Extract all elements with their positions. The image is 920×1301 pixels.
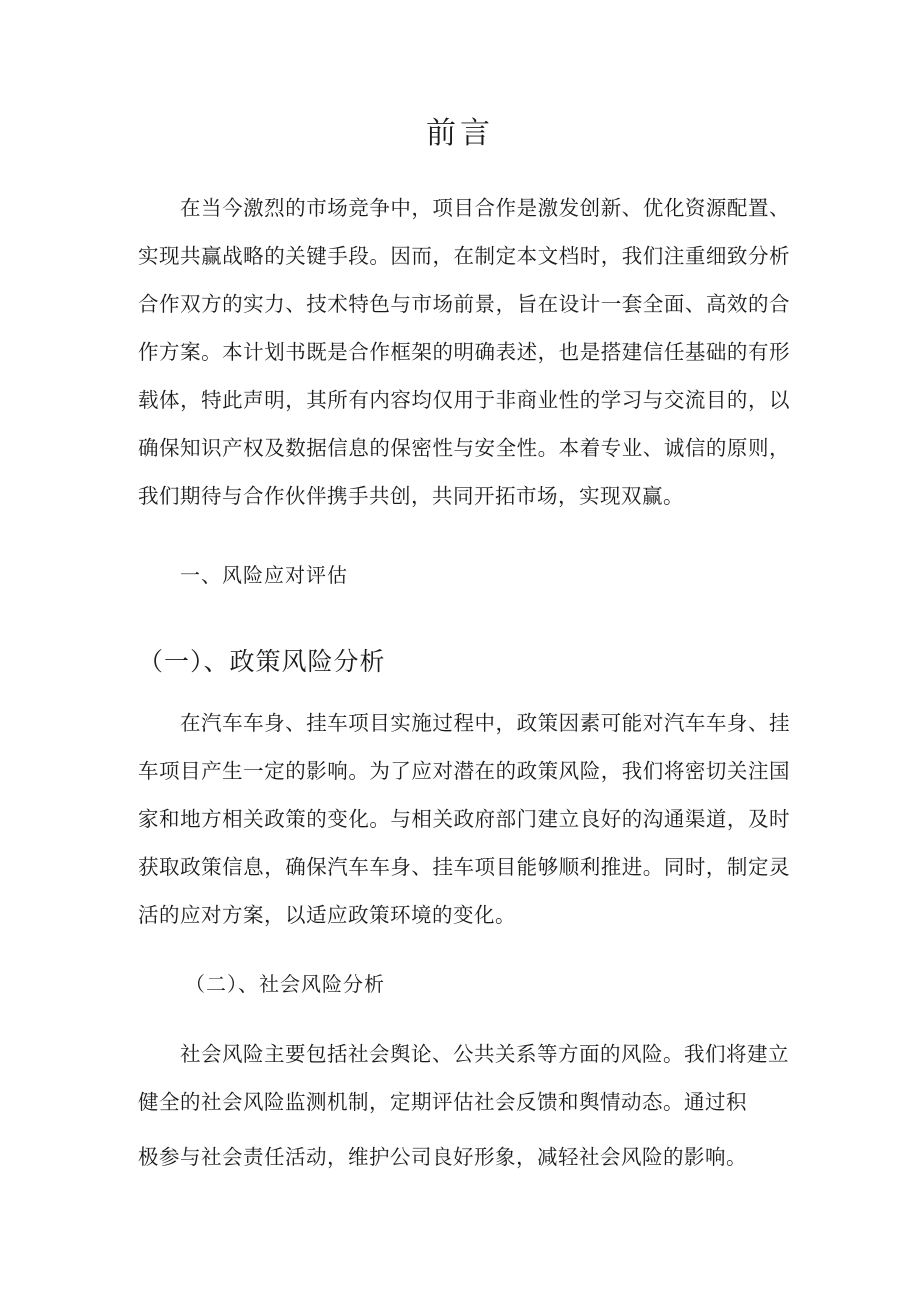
document-title: 前言 (426, 116, 494, 151)
policy-risk-paragraph: 在汽车车身、挂车项目实施过程中，政策因素可能对汽车车身、挂车项目产生一定的影响。为了应对潜在的政策风险，我们将密切关注国家和地方相关政策的变化。与相关政府部门建立良好的沟通渠道，及时获取政策信息，确保汽车车身、挂车项目能够顺利推进。同时，制定灵活的应对方案，以适应政策环境的变化。 (138, 711, 790, 927)
social-risk-paragraph-continued: 极参与社会责任活动，维护公司良好形象，减轻社会风险的影响。 (138, 1145, 747, 1169)
subsection-heading-social-risk: （二）、社会风险分析 (185, 972, 385, 996)
subsection-heading-policy-risk: （一）、政策风险分析 (138, 647, 386, 676)
section-heading-risk-assessment: 一、风险应对评估 (180, 563, 348, 587)
intro-paragraph: 在当今激烈的市场竞争中，项目合作是激发创新、优化资源配置、实现共赢战略的关键手段。因而，在制定本文档时，我们注重细致分析合作双方的实力、技术特色与市场前景，旨在设计一套全面、高效的合作方案。本计划书既是合作框架的明确表述，也是搭建信任基础的有形载体，特此声明，其所有内容均仅用于非商业性的学习与交流目的，以确保知识产权及数据信息的保密性与安全性。本着专业、诚信的原则，我们期待与合作伙伴携手共创，共同开拓市场，实现双赢。 (138, 196, 790, 508)
social-risk-paragraph: 社会风险主要包括社会舆论、公共关系等方面的风险。我们将建立健全的社会风险监测机制，定期评估社会反馈和舆情动态。通过积 (138, 1042, 789, 1114)
